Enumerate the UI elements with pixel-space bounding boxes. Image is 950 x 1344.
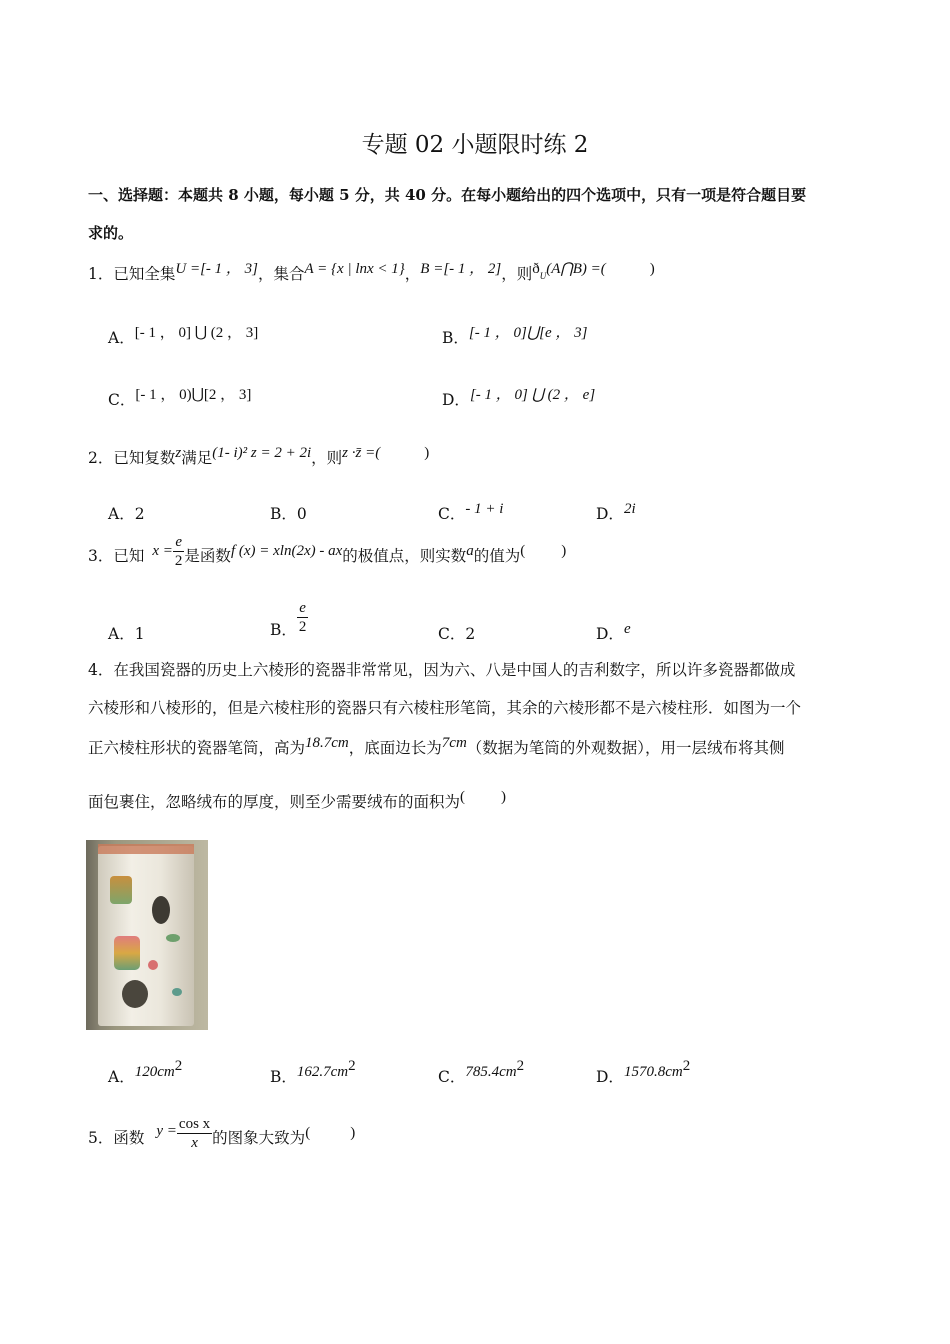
option-math: 2i bbox=[623, 501, 636, 517]
math-expression: (A⋂B) =( bbox=[546, 261, 606, 277]
q2-option-d[interactable] bbox=[596, 502, 636, 524]
question-text: 满足 bbox=[181, 449, 213, 467]
q3-option-d[interactable] bbox=[596, 622, 631, 644]
q2-option-a[interactable] bbox=[108, 502, 145, 524]
question-text: 已知复数 bbox=[113, 449, 176, 467]
question-text: ，则 bbox=[311, 449, 343, 467]
option-value: 2 bbox=[134, 505, 145, 523]
q2-option-b[interactable] bbox=[270, 502, 307, 524]
q1-option-c[interactable] bbox=[108, 388, 251, 410]
option-math: [- 1 ， 0] ⋃ (2 ， e] bbox=[469, 387, 596, 403]
option-value: 1 bbox=[134, 625, 145, 643]
question-number: 4． bbox=[88, 661, 114, 679]
question-text: 函数 bbox=[113, 1129, 145, 1147]
q1-option-b[interactable] bbox=[442, 326, 587, 348]
math-lhs: y = bbox=[156, 1123, 177, 1139]
option-label: D． bbox=[596, 505, 624, 523]
question-number: 2． bbox=[88, 449, 114, 467]
question-text: （数据为笔筒的外观数据），用一层绒布将其侧 bbox=[466, 739, 785, 757]
option-math: [- 1 ， 0)⋃[2 ， 3] bbox=[135, 387, 252, 403]
math-fraction: $\frac{e}{2}$ bbox=[174, 533, 183, 569]
vase-opening bbox=[122, 980, 148, 1008]
answer-blank: ) bbox=[561, 543, 567, 559]
answer-blank-open: ( bbox=[460, 789, 466, 805]
option-math: 785.4cm bbox=[465, 1064, 517, 1081]
q2-option-c[interactable] bbox=[438, 502, 503, 524]
q3-option-b[interactable] bbox=[270, 596, 308, 640]
option-label: B． bbox=[270, 1068, 297, 1087]
option-superscript: 2 bbox=[348, 1058, 356, 1074]
option-math: e bbox=[623, 621, 631, 637]
option-math: 162.7cm bbox=[296, 1064, 349, 1081]
vase-decoration bbox=[114, 936, 140, 970]
math-variable: a bbox=[466, 543, 474, 559]
option-superscript: 2 bbox=[174, 1058, 183, 1074]
question-text: 的值为 bbox=[473, 547, 521, 565]
question-number: 1． bbox=[88, 265, 114, 283]
math-fraction: $\frac{\text{cos x}}{x}$ bbox=[178, 1115, 211, 1151]
option-math: 120cm bbox=[134, 1064, 175, 1081]
question-text: 已知 bbox=[113, 547, 145, 565]
vase-opening bbox=[152, 896, 170, 924]
vase-decoration bbox=[148, 960, 158, 970]
math-universal-set: U =[- 1 ， 3] bbox=[175, 261, 259, 277]
q4-option-d[interactable] bbox=[596, 1058, 691, 1087]
vase-decoration bbox=[110, 876, 132, 904]
option-value: 2 bbox=[465, 625, 476, 643]
option-math: - 1 + i bbox=[465, 501, 504, 517]
math-set-b: B =[- 1 ， 2] bbox=[420, 261, 502, 277]
math-complement: ð bbox=[532, 261, 540, 277]
option-label: D． bbox=[596, 625, 624, 643]
option-label: A． bbox=[108, 329, 135, 347]
option-label: B． bbox=[270, 621, 297, 639]
option-math: [- 1 ， 0]⋃[e ， 3] bbox=[468, 325, 588, 341]
question-text: 面包裹住，忽略绒布的厚度，则至少需要绒布的面积为 bbox=[88, 793, 461, 811]
option-label: A． bbox=[108, 505, 135, 523]
math-expression: z ·z̄ =( bbox=[342, 445, 381, 461]
math-set-a: A = {x | lnx < 1} bbox=[304, 261, 405, 277]
math-lhs: x = bbox=[152, 543, 173, 559]
question-5 bbox=[88, 1115, 356, 1159]
option-label: D． bbox=[596, 1068, 624, 1087]
question-1 bbox=[88, 262, 655, 285]
vase-decoration bbox=[166, 934, 180, 942]
option-label: C． bbox=[438, 1068, 466, 1087]
page-title: 专题 02 小题限时练 2 bbox=[361, 132, 589, 158]
answer-blank: ) bbox=[350, 1125, 356, 1141]
answer-blank: ) bbox=[501, 789, 507, 805]
option-math: 1570.8cm bbox=[623, 1064, 683, 1081]
question-text: 的极值点，则实数 bbox=[342, 547, 467, 565]
math-edge: 7cm bbox=[441, 735, 467, 751]
option-label: B． bbox=[270, 505, 297, 523]
answer-blank: ) bbox=[424, 445, 430, 461]
answer-blank-open: ( bbox=[305, 1125, 311, 1141]
option-label: D． bbox=[442, 391, 470, 409]
question-number: 3． bbox=[88, 547, 114, 565]
question-4-line3 bbox=[88, 736, 785, 758]
question-4-line2: 六棱形和八棱形的，但是六棱柱形的瓷器只有六棱柱形笔筒，其余的六棱形都不是六棱柱形．如图为一个 bbox=[88, 699, 802, 717]
question-text: ，底面边长为 bbox=[348, 739, 442, 757]
question-number: 5． bbox=[88, 1129, 114, 1147]
q4-option-c[interactable] bbox=[438, 1058, 525, 1087]
q3-option-c[interactable] bbox=[438, 622, 475, 644]
option-label: C． bbox=[438, 625, 466, 643]
section-intro-line1: 一、选择题：本题共 8 小题，每小题 5 分，共 40 分。在每小题给出的四个选项中，只有一项是符合题目要 bbox=[88, 186, 807, 204]
math-complement-sub: U bbox=[539, 271, 547, 282]
question-text: ，则 bbox=[501, 265, 533, 283]
vase-decoration bbox=[172, 988, 182, 996]
option-math: [- 1 ， 0] ⋃ (2 ， 3] bbox=[134, 325, 259, 341]
answer-blank: ) bbox=[649, 261, 655, 277]
question-text: 正六棱柱形状的瓷器笔筒，高为 bbox=[88, 739, 306, 757]
option-label: C． bbox=[108, 391, 136, 409]
option-value: 0 bbox=[296, 505, 307, 523]
vase-rim bbox=[98, 844, 194, 854]
question-text: 的图象大致为 bbox=[212, 1129, 306, 1147]
option-label: A． bbox=[108, 1068, 135, 1087]
question-text: ，集合 bbox=[258, 265, 305, 283]
q1-option-a[interactable] bbox=[108, 326, 258, 348]
question-2 bbox=[88, 446, 429, 468]
question-text: 是函数 bbox=[184, 547, 231, 565]
math-function: f (x) = xln(2x) - ax bbox=[230, 543, 343, 559]
q4-option-a[interactable] bbox=[108, 1058, 183, 1087]
question-4-line1 bbox=[88, 658, 795, 680]
question-text: 在我国瓷器的历史上六棱形的瓷器非常常见，因为六、八是中国人的吉利数字，所以许多瓷器都做成 bbox=[113, 661, 796, 679]
q4-option-b[interactable] bbox=[270, 1058, 356, 1087]
option-superscript: 2 bbox=[682, 1058, 691, 1074]
q3-option-a[interactable] bbox=[108, 622, 145, 644]
option-label: C． bbox=[438, 505, 466, 523]
option-fraction: $\frac{e}{2}$ bbox=[298, 599, 307, 635]
math-equation: (1- i)² z = 2 + 2i bbox=[212, 445, 312, 461]
math-variable: z bbox=[175, 445, 182, 461]
q1-option-d[interactable] bbox=[442, 388, 595, 410]
question-4-line4 bbox=[88, 790, 506, 812]
option-label: A． bbox=[108, 625, 135, 643]
option-label: B． bbox=[442, 329, 469, 347]
hexagonal-vase-photo bbox=[86, 840, 208, 1030]
question-3 bbox=[88, 533, 567, 576]
math-height: 18.7cm bbox=[305, 735, 349, 751]
answer-blank-open: ( bbox=[520, 543, 526, 559]
question-text: ， bbox=[404, 265, 421, 283]
question-text: 已知全集 bbox=[113, 265, 176, 283]
option-superscript: 2 bbox=[516, 1058, 525, 1074]
section-intro-line2: 求的。 bbox=[88, 224, 134, 242]
